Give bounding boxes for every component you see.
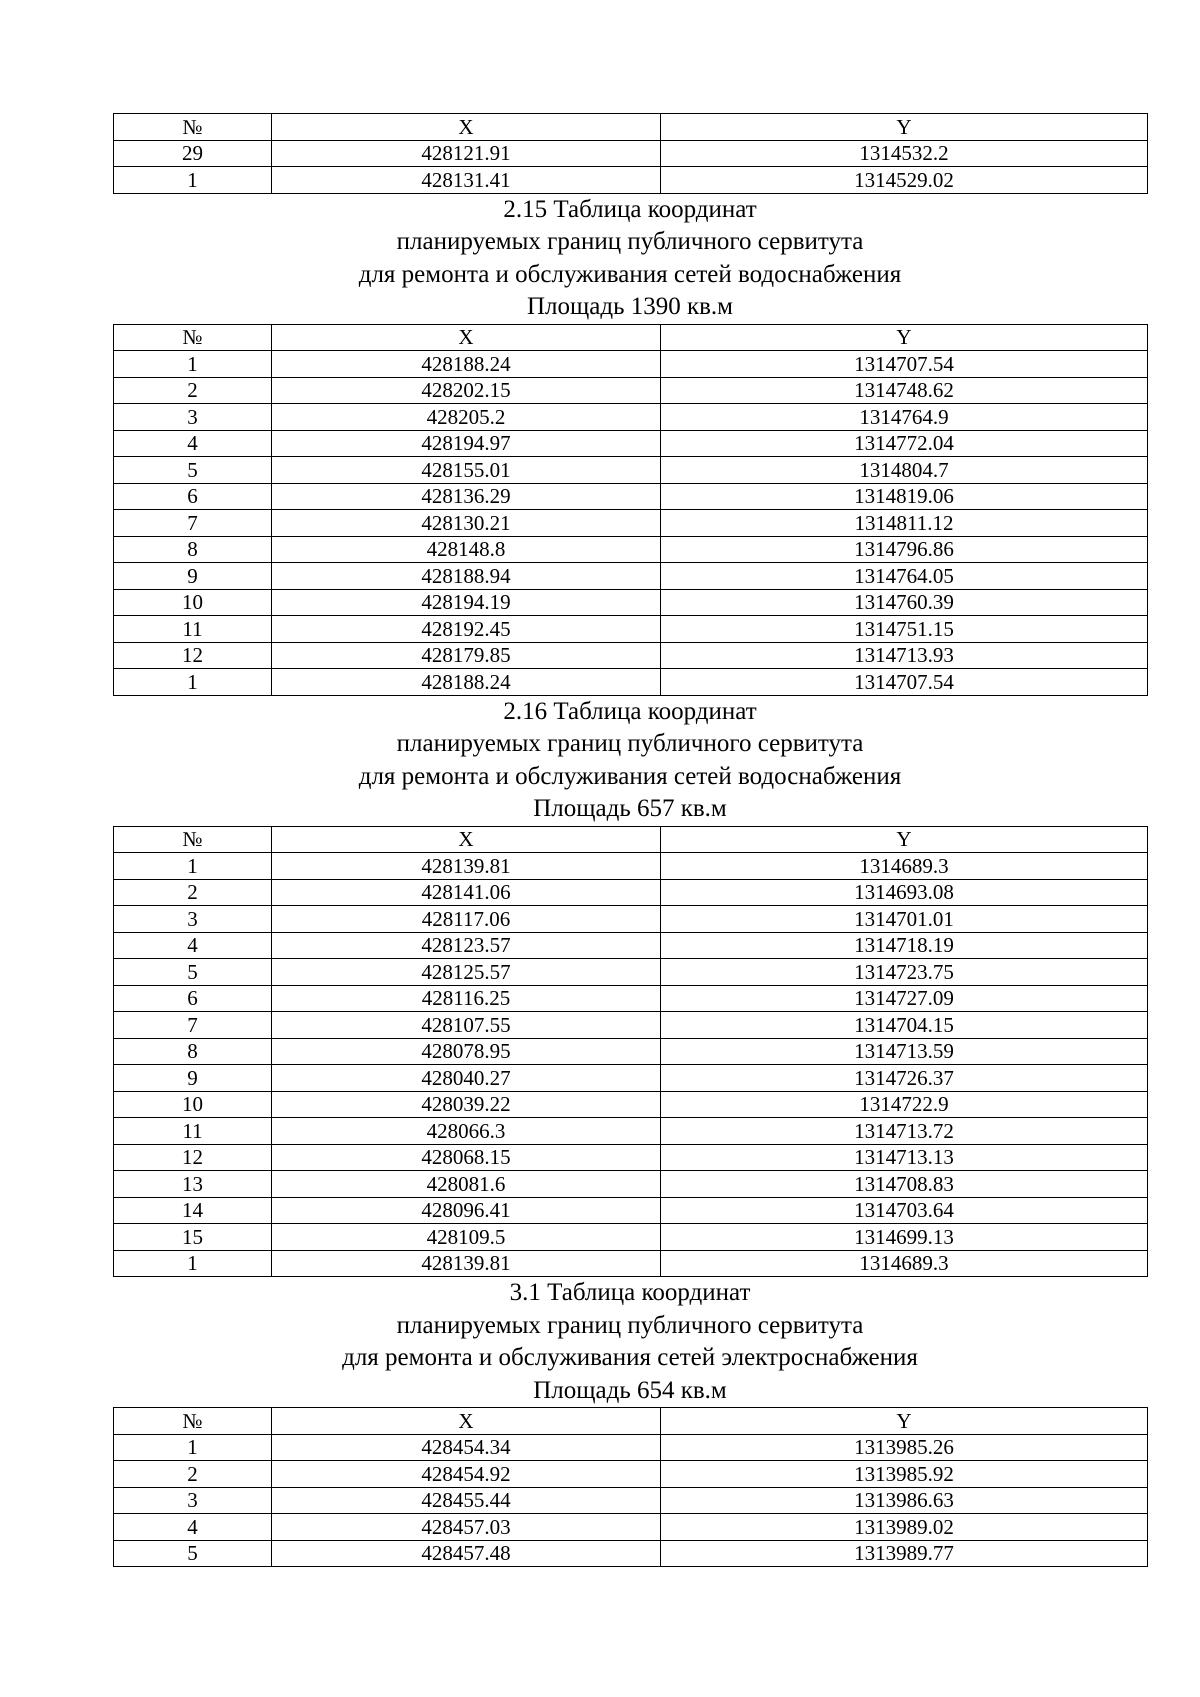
cell-y: 1314703.64 — [661, 1197, 1148, 1224]
cell-no: 10 — [114, 589, 272, 616]
cell-x: 428139.81 — [272, 1250, 661, 1277]
cell-y: 1314713.13 — [661, 1144, 1148, 1171]
cell-y: 1314727.09 — [661, 985, 1148, 1012]
table-row — [114, 853, 1148, 880]
cell-no: 6 — [114, 483, 272, 510]
table-row — [114, 959, 1148, 986]
table-row — [114, 932, 1148, 959]
cell-no: 5 — [114, 1540, 272, 1567]
cell-x: 428096.41 — [272, 1197, 661, 1224]
cell-no: 15 — [114, 1224, 272, 1251]
cell-x: 428141.06 — [272, 879, 661, 906]
cell-no: 11 — [114, 616, 272, 643]
cell-no: 5 — [114, 959, 272, 986]
cell-no: 8 — [114, 1038, 272, 1065]
caption-line: 2.15 Таблица координат — [503, 195, 757, 223]
cell-y: 1314704.15 — [661, 1012, 1148, 1039]
cell-no: 12 — [114, 642, 272, 669]
table-caption — [113, 194, 1147, 324]
caption-line: 3.1 Таблица координат — [509, 1279, 751, 1306]
cell-y: 1314726.37 — [661, 1065, 1148, 1092]
table-row — [114, 510, 1148, 537]
cell-no: 4 — [114, 1514, 272, 1541]
cell-y: 1313985.92 — [661, 1461, 1148, 1488]
cell-no: 10 — [114, 1091, 272, 1118]
cell-x: 428123.57 — [272, 932, 661, 959]
table-row — [114, 589, 1148, 616]
cell-x: 428109.5 — [272, 1224, 661, 1251]
cell-x: 428454.34 — [272, 1434, 661, 1461]
cell-no: 2 — [114, 1461, 272, 1488]
table-row — [114, 1012, 1148, 1039]
cell-no: 3 — [114, 906, 272, 933]
coordinates-table — [113, 113, 1148, 194]
cell-x: 428066.3 — [272, 1118, 661, 1145]
cell-y: 1313985.26 — [661, 1434, 1148, 1461]
cell-no: 1 — [114, 167, 272, 194]
cell-x: 428139.81 — [272, 853, 661, 880]
cell-y: 1314764.05 — [661, 563, 1148, 590]
table-row — [114, 1461, 1148, 1488]
table-row — [114, 351, 1148, 378]
cell-x: 428131.41 — [272, 167, 661, 194]
cell-no: 4 — [114, 430, 272, 457]
column-header-y: Y — [661, 324, 1148, 351]
coordinates-table — [113, 826, 1148, 1278]
cell-x: 428457.03 — [272, 1514, 661, 1541]
cell-x: 428205.2 — [272, 404, 661, 431]
table-row — [114, 563, 1148, 590]
cell-no: 29 — [114, 140, 272, 167]
cell-y: 1314713.93 — [661, 642, 1148, 669]
table-row — [114, 1118, 1148, 1145]
cell-y: 1314707.54 — [661, 669, 1148, 696]
cell-y: 1314532.2 — [661, 140, 1148, 167]
cell-no: 1 — [114, 1434, 272, 1461]
table-header-row — [114, 1408, 1148, 1435]
table-row — [114, 1065, 1148, 1092]
table-row — [114, 167, 1148, 194]
cell-x: 428136.29 — [272, 483, 661, 510]
column-header-y: Y — [661, 826, 1148, 853]
table-header-row — [114, 324, 1148, 351]
cell-y: 1314707.54 — [661, 351, 1148, 378]
cell-x: 428457.48 — [272, 1540, 661, 1567]
cell-y: 1314689.3 — [661, 853, 1148, 880]
table-row — [114, 1224, 1148, 1251]
cell-no: 6 — [114, 985, 272, 1012]
cell-x: 428130.21 — [272, 510, 661, 537]
cell-x: 428192.45 — [272, 616, 661, 643]
table-header-row — [114, 826, 1148, 853]
table-row — [114, 1171, 1148, 1198]
cell-no: 9 — [114, 1065, 272, 1092]
column-header-y: Y — [661, 1408, 1148, 1435]
caption-line: планируемых границ публичного сервитута — [396, 228, 864, 255]
cell-x: 428107.55 — [272, 1012, 661, 1039]
cell-y: 1314722.9 — [661, 1091, 1148, 1118]
cell-x: 428040.27 — [272, 1065, 661, 1092]
cell-y: 1314708.83 — [661, 1171, 1148, 1198]
cell-y: 1314689.3 — [661, 1250, 1148, 1277]
cell-y: 1314751.15 — [661, 616, 1148, 643]
caption-area: Площадь 1390 кв.м — [526, 293, 734, 320]
cell-no: 1 — [114, 1250, 272, 1277]
caption-line: 2.16 Таблица координат — [503, 697, 757, 725]
table-row — [114, 1038, 1148, 1065]
column-header-x: X — [272, 1408, 661, 1435]
cell-y: 1314796.86 — [661, 536, 1148, 563]
coordinates-table — [113, 324, 1148, 696]
table-row — [114, 642, 1148, 669]
cell-y: 1313989.77 — [661, 1540, 1148, 1567]
coordinates-table — [113, 1407, 1148, 1567]
cell-x: 428117.06 — [272, 906, 661, 933]
table-row — [114, 879, 1148, 906]
table-row — [114, 1514, 1148, 1541]
cell-y: 1314772.04 — [661, 430, 1148, 457]
table-row — [114, 536, 1148, 563]
cell-x: 428121.91 — [272, 140, 661, 167]
caption-line: планируемых границ публичного сервитута — [396, 1311, 864, 1339]
cell-y: 1314701.01 — [661, 906, 1148, 933]
cell-x: 428455.44 — [272, 1487, 661, 1514]
table-row — [114, 1540, 1148, 1567]
cell-no: 1 — [114, 351, 272, 378]
caption-area: Площадь 657 кв.м — [533, 795, 727, 822]
cell-x: 428039.22 — [272, 1091, 661, 1118]
table-row — [114, 1250, 1148, 1277]
cell-x: 428188.24 — [272, 351, 661, 378]
cell-y: 1314811.12 — [661, 510, 1148, 537]
cell-x: 428194.97 — [272, 430, 661, 457]
caption-area: Площадь 654 кв.м — [533, 1376, 727, 1404]
cell-x: 428179.85 — [272, 642, 661, 669]
table-row — [114, 140, 1148, 167]
table-row — [114, 1197, 1148, 1224]
cell-no: 5 — [114, 457, 272, 484]
cell-y: 1314819.06 — [661, 483, 1148, 510]
table-row — [114, 906, 1148, 933]
cell-x: 428078.95 — [272, 1038, 661, 1065]
cell-x: 428188.94 — [272, 563, 661, 590]
cell-no: 7 — [114, 510, 272, 537]
table-row — [114, 377, 1148, 404]
cell-y: 1314760.39 — [661, 589, 1148, 616]
cell-x: 428202.15 — [272, 377, 661, 404]
cell-no: 14 — [114, 1197, 272, 1224]
table-caption — [113, 1277, 1147, 1407]
table-row — [114, 616, 1148, 643]
caption-line: для ремонта и обслуживания сетей водоснабжения — [358, 762, 902, 790]
caption-line: планируемых границ публичного сервитута — [396, 730, 864, 757]
cell-y: 1314718.19 — [661, 932, 1148, 959]
cell-y: 1314693.08 — [661, 879, 1148, 906]
column-header-no: № — [114, 114, 272, 141]
cell-no: 4 — [114, 932, 272, 959]
cell-no: 9 — [114, 563, 272, 590]
table-row — [114, 457, 1148, 484]
caption-line: для ремонта и обслуживания сетей электроснабжения — [342, 1344, 918, 1371]
cell-no: 11 — [114, 1118, 272, 1145]
column-header-y: Y — [661, 114, 1148, 141]
cell-y: 1313986.63 — [661, 1487, 1148, 1514]
cell-no: 3 — [114, 404, 272, 431]
cell-y: 1314713.59 — [661, 1038, 1148, 1065]
cell-y: 1314699.13 — [661, 1224, 1148, 1251]
table-row — [114, 985, 1148, 1012]
column-header-no: № — [114, 1408, 272, 1435]
column-header-x: X — [272, 324, 661, 351]
column-header-x: X — [272, 826, 661, 853]
cell-y: 1314723.75 — [661, 959, 1148, 986]
cell-y: 1313989.02 — [661, 1514, 1148, 1541]
table-row — [114, 1487, 1148, 1514]
cell-x: 428125.57 — [272, 959, 661, 986]
column-header-no: № — [114, 324, 272, 351]
table-row — [114, 483, 1148, 510]
cell-no: 12 — [114, 1144, 272, 1171]
cell-x: 428155.01 — [272, 457, 661, 484]
caption-line: для ремонта и обслуживания сетей водоснабжения — [358, 260, 902, 288]
cell-y: 1314748.62 — [661, 377, 1148, 404]
cell-no: 8 — [114, 536, 272, 563]
document-page — [113, 113, 1147, 1567]
cell-no: 7 — [114, 1012, 272, 1039]
table-caption — [113, 696, 1147, 826]
column-header-x: X — [272, 114, 661, 141]
cell-x: 428148.8 — [272, 536, 661, 563]
cell-x: 428068.15 — [272, 1144, 661, 1171]
cell-no: 1 — [114, 669, 272, 696]
cell-x: 428188.24 — [272, 669, 661, 696]
table-row — [114, 1144, 1148, 1171]
cell-no: 3 — [114, 1487, 272, 1514]
cell-no: 1 — [114, 853, 272, 880]
table-row — [114, 404, 1148, 431]
table-row — [114, 669, 1148, 696]
cell-y: 1314713.72 — [661, 1118, 1148, 1145]
cell-no: 2 — [114, 377, 272, 404]
cell-x: 428116.25 — [272, 985, 661, 1012]
column-header-no: № — [114, 826, 272, 853]
cell-x: 428081.6 — [272, 1171, 661, 1198]
cell-y: 1314804.7 — [661, 457, 1148, 484]
table-row — [114, 1091, 1148, 1118]
table-header-row — [114, 114, 1148, 141]
cell-y: 1314529.02 — [661, 167, 1148, 194]
cell-x: 428454.92 — [272, 1461, 661, 1488]
table-row — [114, 430, 1148, 457]
cell-y: 1314764.9 — [661, 404, 1148, 431]
cell-no: 13 — [114, 1171, 272, 1198]
table-row — [114, 1434, 1148, 1461]
cell-x: 428194.19 — [272, 589, 661, 616]
cell-no: 2 — [114, 879, 272, 906]
